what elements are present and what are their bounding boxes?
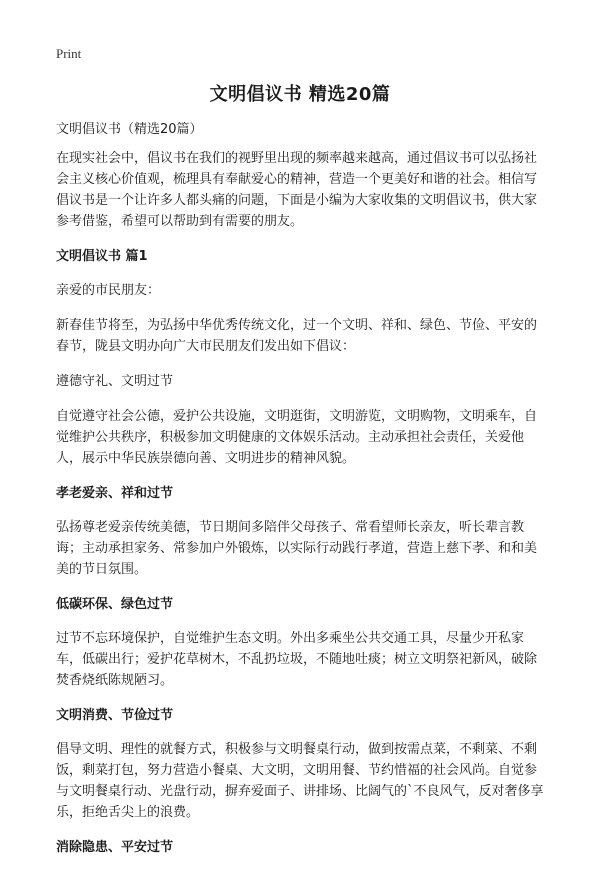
print-link[interactable]: Print: [56, 46, 82, 61]
document-body: [56, 119, 548, 871]
document-subtitle: 文明倡议书（精选20篇）: [56, 122, 203, 137]
item-text-4: 倡导文明、理性的就餐方式，积极参与文明餐桌行动，做到按需点菜，不剩菜、不剩饭，剩菜打包，努力营造小餐桌、大文明，文明用餐、节约惜福的社会风尚。自觉参与文明餐桌行动、光盘行动，摒弃爱面子、讲排场、比阔气的`不良风气，反对奢侈享乐，拒绝舌尖上的浪费。: [56, 742, 544, 820]
item-title-3: 低碳环保、绿色过节: [56, 597, 174, 612]
document-title: 文明倡议书 精选20篇: [209, 84, 391, 105]
item-title-1: 遵德守礼、文明过节: [56, 374, 174, 389]
item-title-5: 消除隐患、平安过节: [56, 840, 174, 855]
item-text-1: 自觉遵守社会公德，爱护公共设施，文明逛街，文明游览，文明购物，文明乘车，自觉维护公共秩序，积极参加文明健康的文体娱乐活动。主动承担社会责任，关爱他人，展示中华民族崇德向善、文明进步的精神风貌。: [56, 409, 538, 466]
item-title-2: 孝老爱亲、祥和过节: [56, 486, 174, 501]
section-heading: 文明倡议书 篇1: [56, 249, 148, 264]
opening-paragraph: 新春佳节将至，为弘扬中华优秀传统文化，过一个文明、祥和、绿色、节俭、平安的春节，陇县文明办向广大市民朋友们发出如下倡议：: [56, 318, 538, 354]
item-text-2: 弘扬尊老爱亲传统美德，节日期间多陪伴父母孩子、常看望师长亲友，听长辈言教诲；主动承担家务、常参加户外锻炼，以实际行动践行孝道，营造上慈下孝、和和美美的节日氛围。: [56, 520, 538, 577]
item-title-4: 文明消费、节俭过节: [56, 708, 174, 723]
greeting: 亲爱的市民朋友：: [56, 283, 161, 298]
intro-paragraph: 在现实社会中，倡议书在我们的视野里出现的频率越来越高，通过倡议书可以弘扬社会主义核心价值观，梳理具有奉献爱心的精神，营造一个更美好和谐的社会。相信写倡议书是一个让许多人都头痛的问题，下面是小编为大家收集的文明倡议书，供大家参考借鉴，希望可以帮助到有需要的朋友。: [56, 151, 538, 229]
item-text-3: 过节不忘环境保护，自觉维护生态文明。外出多乘坐公共交通工具，尽量少开私家车，低碳出行；爱护花草树木，不乱扔垃圾，不随地吐痰；树立文明祭祀新风，破除焚香烧纸陈规陋习。: [56, 631, 538, 688]
